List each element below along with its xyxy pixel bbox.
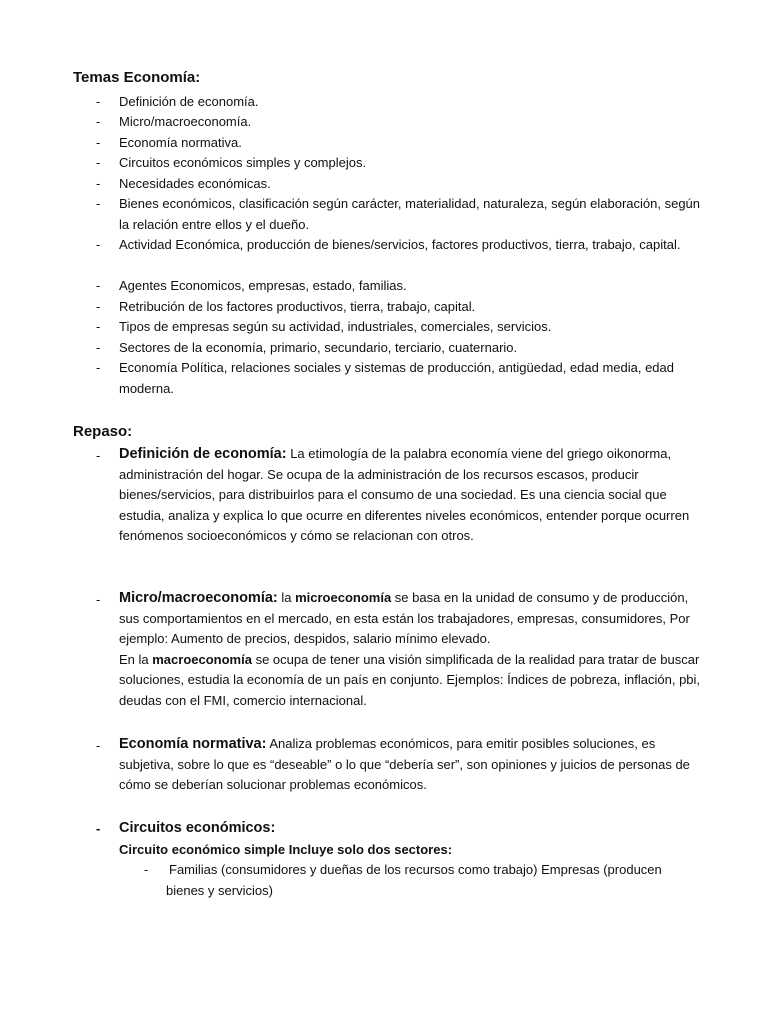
topic-item: Agentes Economicos, empresas, estado, familias.: [119, 278, 407, 293]
topic-item: Actividad Económica, producción de bienes/servicios, factores productivos, tierra, trabajo, capital.: [119, 237, 681, 252]
micro-text-2: se basa en la unidad de consumo y de producción, sus comportamientos en el mercado, en esta están los trabajadores, empresas, consumidores, Por ejemplo: Aumento de precios, despidos, salario mínimo elevado.: [119, 590, 690, 646]
normative-text: Analiza problemas económicos, para emitir posibles soluciones, es subjetiva, sobre lo que es “deseable” o lo que “debería ser”, son opiniones y juicios de personas de cómo se deberían solucionar problemas económicos.: [119, 736, 690, 792]
list-dash: -: [96, 196, 101, 211]
list-dash: -: [96, 155, 101, 170]
topic-item: Tipos de empresas según su actividad, industriales, comerciales, servicios.: [119, 319, 552, 334]
macro-text-2: se ocupa de tener una visión simplificada de la realidad para tratar de buscar soluciones, estudia la economía de un país en conjunto. Ejemplos: Índices de pobreza, inflación, pbi, deudas con el FMI, comercio internacional.: [119, 651, 701, 708]
micro-macro-paragraph: [119, 588, 709, 711]
topic-item: Circuitos económicos simples y complejos.: [119, 155, 367, 170]
list-dash: -: [96, 738, 101, 753]
list-dash: -: [96, 94, 101, 109]
topic-item: Economía Política, relaciones sociales y sistemas de producción, antigüedad, edad media, edad moderna.: [119, 360, 674, 396]
list-dash: -: [96, 821, 101, 836]
topic-item: Bienes económicos, clasificación según carácter, materialidad, naturaleza, según elaboración, según la relación entre ellos y el dueño.: [119, 196, 701, 232]
topics-heading: Temas Economía:: [73, 69, 201, 86]
list-dash: -: [144, 862, 149, 877]
list-dash: -: [96, 278, 101, 293]
definition-label: Definición de economía:: [119, 446, 287, 462]
macroeconomia-term: macroeconomía: [152, 651, 252, 667]
circuits-label: Circuitos económicos:: [119, 820, 276, 836]
list-dash: -: [96, 135, 101, 150]
circuits-block: [119, 818, 709, 839]
normative-label: Economía normativa:: [119, 736, 267, 752]
normative-paragraph: [119, 734, 709, 796]
topic-item: Economía normativa.: [119, 135, 242, 150]
list-dash: -: [96, 448, 101, 463]
circuit-simple-subheading: Circuito económico simple Incluye solo dos sectores:: [119, 842, 453, 857]
list-dash: -: [96, 176, 101, 191]
topic-item: Micro/macroeconomía.: [119, 114, 252, 129]
microeconomia-term: microeconomía: [295, 590, 392, 605]
list-dash: -: [96, 592, 101, 607]
circuit-item: Familias (consumidores y dueñas de los recursos como trabajo) Empresas (producen bienes y servicios): [166, 862, 662, 898]
topic-item: Definición de economía.: [119, 94, 259, 109]
list-dash: -: [96, 340, 101, 355]
list-dash: -: [96, 114, 101, 129]
list-dash: -: [96, 319, 101, 334]
micro-macro-label: Micro/macroeconomía:: [119, 590, 278, 606]
definition-paragraph: [119, 444, 709, 547]
topic-item: Sectores de la economía, primario, secundario, terciario, cuaternario.: [119, 340, 518, 355]
topic-item: Retribución de los factores productivos, tierra, trabajo, capital.: [119, 299, 476, 314]
macro-text-1: En la: [119, 651, 153, 667]
micro-text-1: la: [277, 590, 296, 605]
definition-text: La etimología de la palabra economía viene del griego oikonorma, administración del hogar. Se ocupa de la administración de los recursos escasos, producir bienes/servicios, para distribuirlos para el consumo de una sociedad. Es una ciencia social que estudia, analiza y explica lo que ocurre en diferentes niveles económicos, entender porque ocurren fenómenos socioeconómicos y cómo se relacionan con otros.: [119, 446, 690, 543]
list-dash: -: [96, 360, 101, 375]
topic-item: Necesidades económicas.: [119, 176, 271, 191]
list-dash: -: [96, 299, 101, 314]
list-dash: -: [96, 237, 101, 252]
review-heading: Repaso:: [73, 423, 133, 440]
